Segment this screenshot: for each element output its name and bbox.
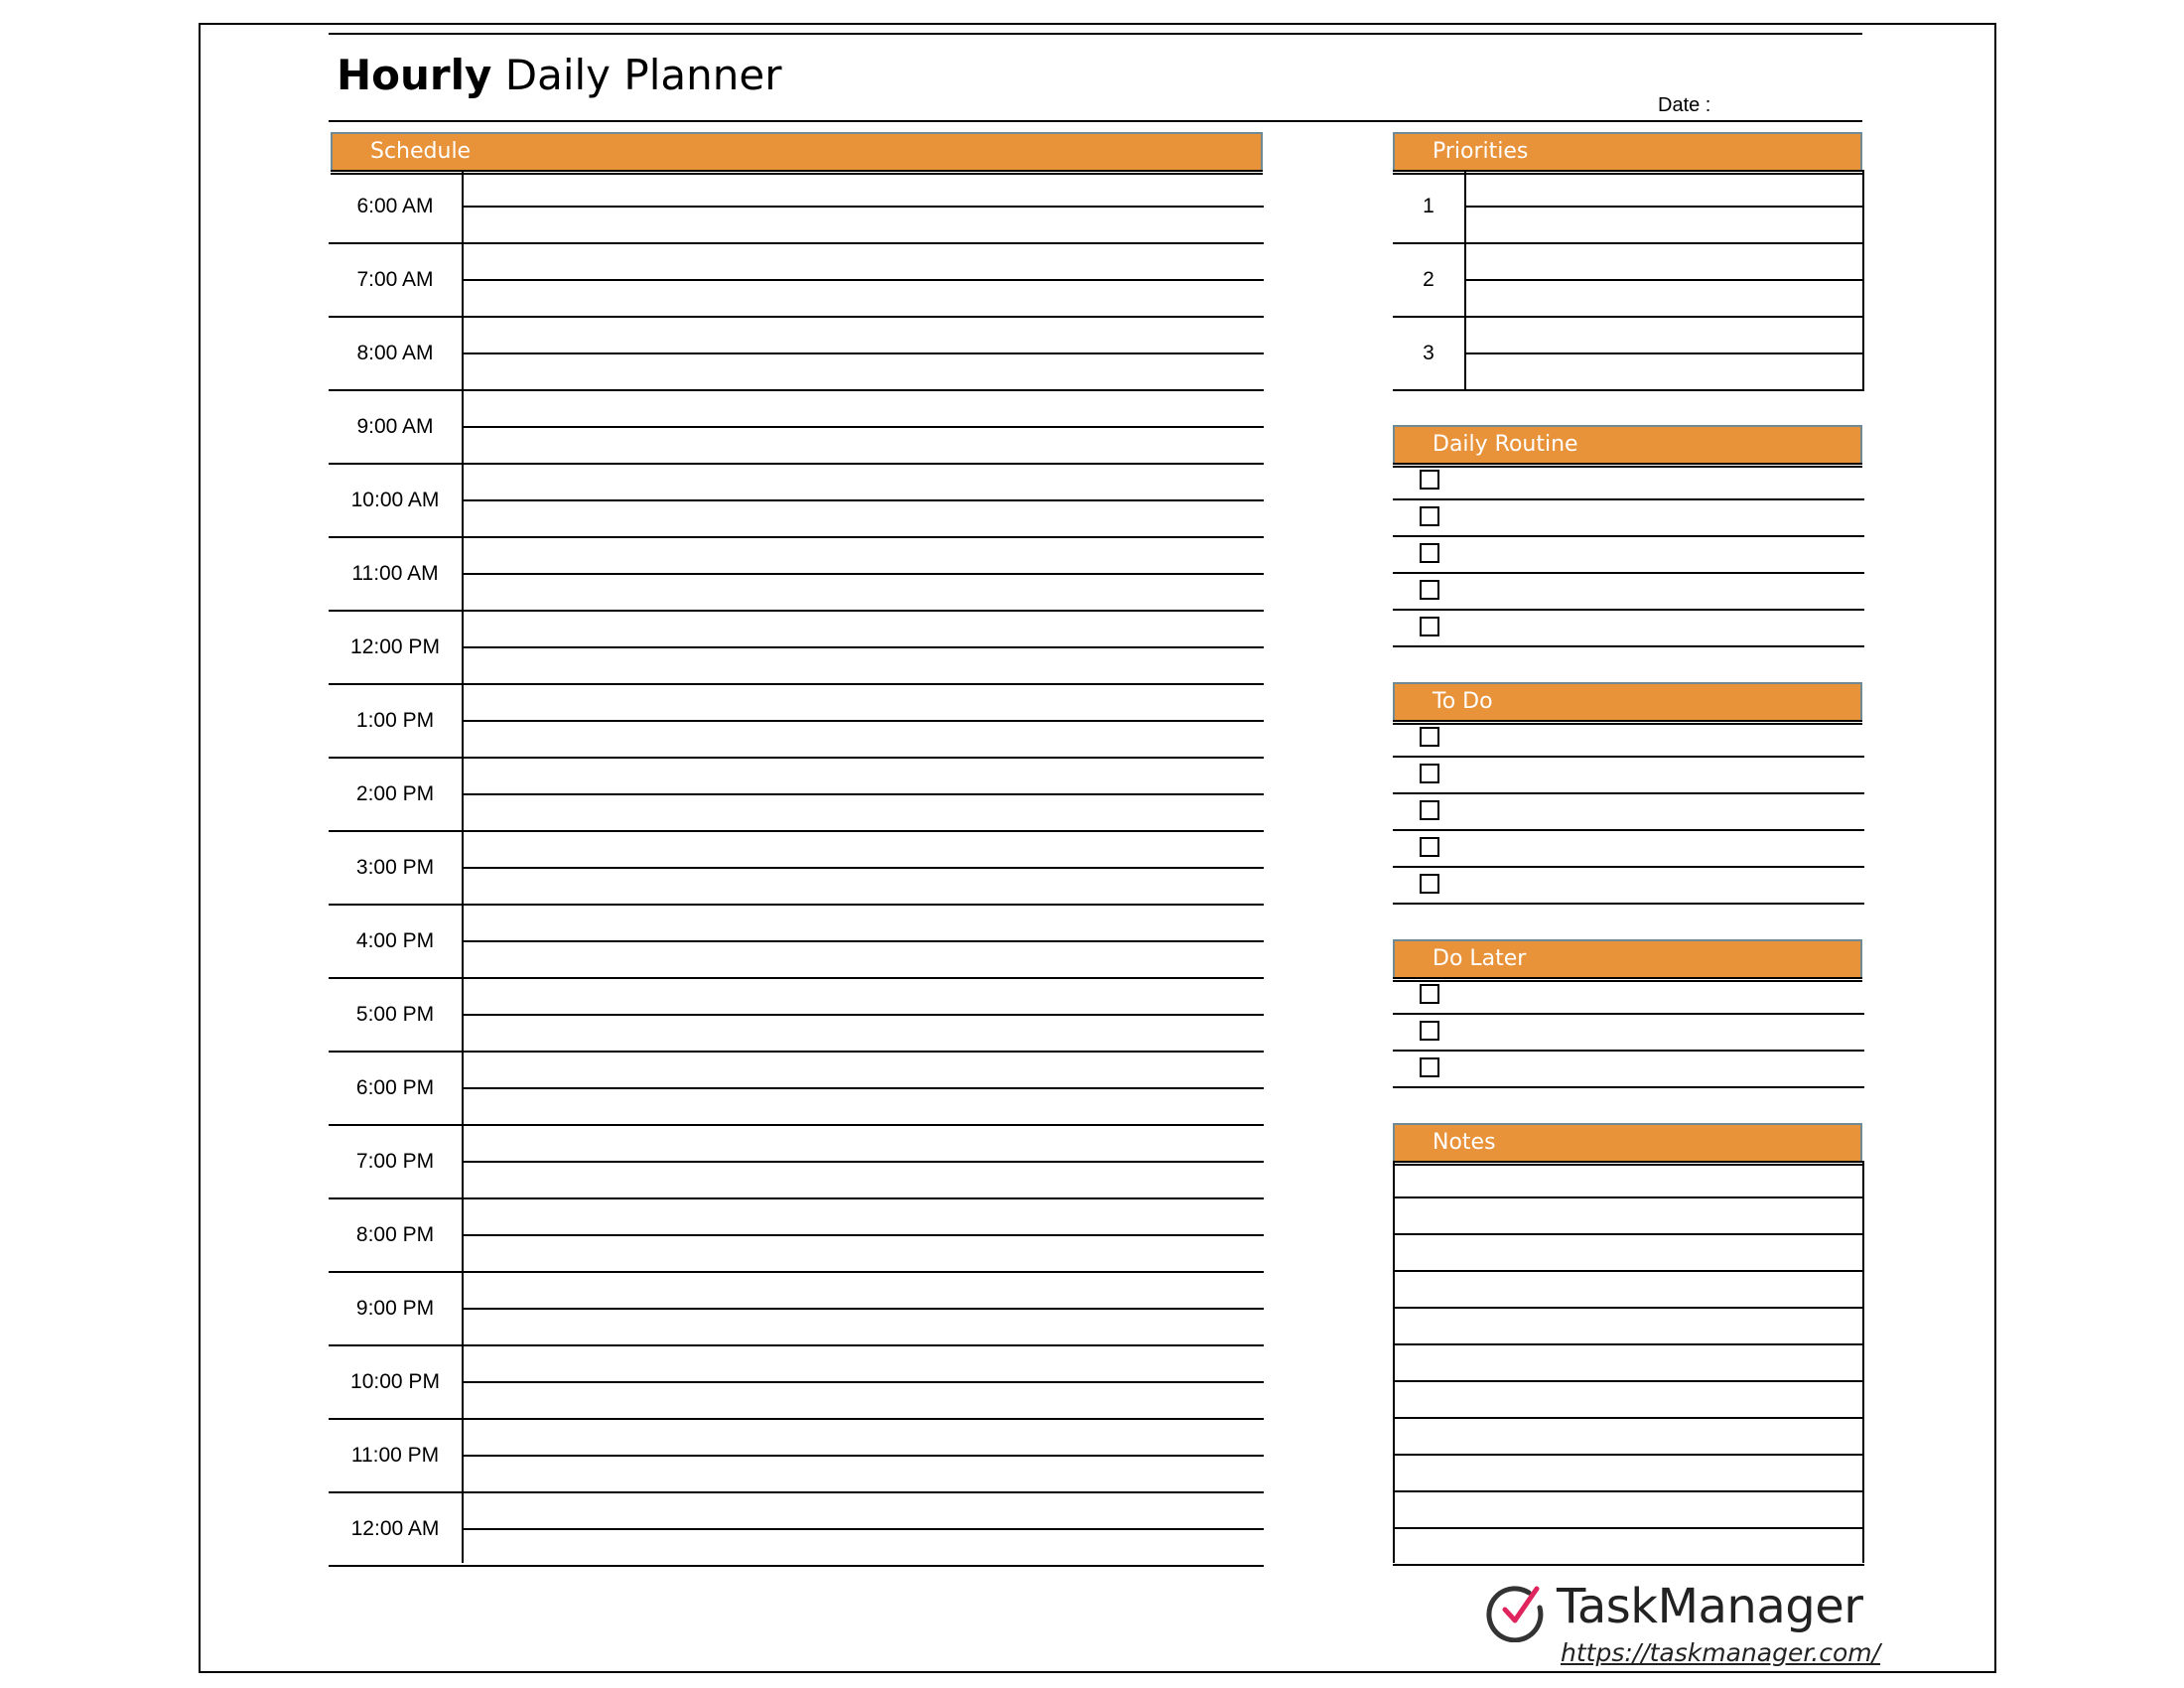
- schedule-row-line[interactable]: [329, 1565, 1264, 1567]
- priority-row-line[interactable]: [1393, 389, 1864, 391]
- priorities-header: [1393, 132, 1862, 170]
- page-title: [337, 46, 781, 105]
- schedule-row-line[interactable]: [329, 1271, 1264, 1273]
- notes-header: [1393, 1123, 1862, 1161]
- time-label: 7:00 PM: [355, 1150, 435, 1173]
- todo-header: [1393, 682, 1862, 720]
- daily-routine-line[interactable]: [1393, 498, 1864, 500]
- schedule-row-line[interactable]: [329, 316, 1264, 318]
- schedule-half-line[interactable]: [462, 1528, 1264, 1530]
- daily-routine-checkbox[interactable]: [1420, 506, 1439, 526]
- todo-line[interactable]: [1393, 756, 1864, 758]
- do-later-line[interactable]: [1393, 1050, 1864, 1052]
- schedule-title: Schedule: [370, 139, 472, 164]
- todo-checkbox[interactable]: [1420, 837, 1439, 857]
- schedule-half-line[interactable]: [462, 1308, 1264, 1310]
- do-later-line[interactable]: [1393, 1086, 1864, 1088]
- time-label: 8:00 AM: [356, 342, 434, 364]
- schedule-half-line[interactable]: [462, 206, 1264, 208]
- daily-routine-checkbox[interactable]: [1420, 617, 1439, 636]
- schedule-half-line[interactable]: [462, 1234, 1264, 1236]
- priority-number: 1: [1423, 195, 1434, 217]
- priority-half-line[interactable]: [1464, 352, 1864, 354]
- priorities-title: Priorities: [1433, 139, 1529, 164]
- schedule-row-line[interactable]: [329, 904, 1264, 906]
- priority-number: 3: [1423, 342, 1434, 364]
- schedule-half-line[interactable]: [462, 1087, 1264, 1089]
- schedule-half-line[interactable]: [462, 279, 1264, 281]
- todo-line[interactable]: [1393, 903, 1864, 905]
- schedule-half-line[interactable]: [462, 1014, 1264, 1016]
- daily-routine-line[interactable]: [1393, 645, 1864, 647]
- priority-number: 2: [1423, 268, 1434, 291]
- schedule-row-line[interactable]: [329, 1197, 1264, 1199]
- schedule-row-line[interactable]: [329, 610, 1264, 612]
- schedule-half-line[interactable]: [462, 1455, 1264, 1457]
- title-bold: Hourly: [337, 51, 492, 99]
- todo-line[interactable]: [1393, 866, 1864, 868]
- notes-line[interactable]: [1393, 1527, 1864, 1529]
- todo-line[interactable]: [1393, 792, 1864, 794]
- time-label: 11:00 PM: [350, 1444, 440, 1467]
- do-later-line[interactable]: [1393, 1013, 1864, 1015]
- time-label: 9:00 PM: [355, 1297, 435, 1320]
- priority-half-line[interactable]: [1464, 206, 1864, 208]
- todo-checkbox[interactable]: [1420, 764, 1439, 783]
- time-label: 3:00 PM: [355, 856, 435, 879]
- brand-url[interactable]: https://taskmanager.com/: [1561, 1638, 1881, 1667]
- daily-routine-checkbox[interactable]: [1420, 580, 1439, 600]
- todo-checkbox[interactable]: [1420, 874, 1439, 894]
- daily-routine-title: Daily Routine: [1433, 432, 1578, 457]
- do-later-title: Do Later: [1433, 946, 1527, 971]
- schedule-row-line[interactable]: [329, 1344, 1264, 1346]
- schedule-half-line[interactable]: [462, 793, 1264, 795]
- schedule-half-line[interactable]: [462, 1381, 1264, 1383]
- time-label: 10:00 AM: [350, 489, 440, 511]
- schedule-row-line[interactable]: [329, 757, 1264, 759]
- daily-routine-checkbox[interactable]: [1420, 543, 1439, 563]
- daily-routine-checkbox[interactable]: [1420, 470, 1439, 490]
- time-label: 6:00 PM: [355, 1076, 435, 1099]
- notes-line[interactable]: [1393, 1380, 1864, 1382]
- schedule-row-line[interactable]: [329, 977, 1264, 979]
- notes-line[interactable]: [1393, 1343, 1864, 1345]
- todo-checkbox[interactable]: [1420, 800, 1439, 820]
- time-label: 12:00 PM: [350, 635, 440, 658]
- schedule-half-line[interactable]: [462, 940, 1264, 942]
- header-rule: [329, 120, 1862, 122]
- notes-line[interactable]: [1393, 1564, 1864, 1566]
- page-frame: [199, 23, 1996, 1673]
- do-later-checkbox[interactable]: [1420, 1057, 1439, 1077]
- schedule-row-line[interactable]: [329, 536, 1264, 538]
- priority-row-line[interactable]: [1393, 242, 1864, 244]
- do-later-checkbox[interactable]: [1420, 984, 1439, 1004]
- schedule-row-line[interactable]: [329, 683, 1264, 685]
- do-later-checkbox[interactable]: [1420, 1021, 1439, 1041]
- schedule-row-line[interactable]: [329, 389, 1264, 391]
- schedule-half-line[interactable]: [462, 352, 1264, 354]
- priority-row-line[interactable]: [1393, 316, 1864, 318]
- date-label: Date :: [1658, 94, 1711, 116]
- time-label: 5:00 PM: [355, 1003, 435, 1026]
- notes-line[interactable]: [1393, 1196, 1864, 1198]
- daily-routine-header: [1393, 425, 1862, 463]
- todo-line[interactable]: [1393, 829, 1864, 831]
- schedule-row-line[interactable]: [329, 1491, 1264, 1493]
- notes-line[interactable]: [1393, 1454, 1864, 1456]
- checkmark-circle-icon: [1485, 1581, 1547, 1642]
- schedule-half-line[interactable]: [462, 646, 1264, 648]
- schedule-row-line[interactable]: [329, 463, 1264, 465]
- do-later-header: [1393, 939, 1862, 977]
- notes-line[interactable]: [1393, 1233, 1864, 1235]
- time-label: 4:00 PM: [355, 929, 435, 952]
- time-label: 7:00 AM: [356, 268, 434, 291]
- schedule-half-line[interactable]: [462, 499, 1264, 501]
- daily-routine-line[interactable]: [1393, 572, 1864, 574]
- notes-line[interactable]: [1393, 1490, 1864, 1492]
- daily-routine-line[interactable]: [1393, 609, 1864, 611]
- brand-name: TaskManager: [1557, 1579, 1863, 1634]
- time-label: 1:00 PM: [355, 709, 435, 732]
- schedule-header: [331, 132, 1263, 170]
- todo-checkbox[interactable]: [1420, 727, 1439, 747]
- time-label: 6:00 AM: [356, 195, 434, 217]
- time-label: 11:00 AM: [351, 562, 439, 585]
- schedule-row-line[interactable]: [329, 830, 1264, 832]
- time-label: 9:00 AM: [356, 415, 434, 438]
- schedule-row-line[interactable]: [329, 1124, 1264, 1126]
- schedule-half-line[interactable]: [462, 867, 1264, 869]
- notes-title: Notes: [1433, 1130, 1496, 1155]
- schedule-row-line[interactable]: [329, 1418, 1264, 1420]
- schedule-row-line[interactable]: [329, 242, 1264, 244]
- schedule-row-line[interactable]: [329, 1051, 1264, 1053]
- priority-half-line[interactable]: [1464, 279, 1864, 281]
- time-label: 2:00 PM: [355, 782, 435, 805]
- title-rest: Daily Planner: [504, 51, 782, 99]
- notes-line[interactable]: [1393, 1307, 1864, 1309]
- todo-title: To Do: [1433, 689, 1493, 714]
- time-label: 12:00 AM: [350, 1517, 440, 1540]
- notes-right-edge: [1862, 1161, 1864, 1563]
- schedule-half-line[interactable]: [462, 720, 1264, 722]
- schedule-half-line[interactable]: [462, 1161, 1264, 1163]
- notes-left-edge: [1393, 1161, 1395, 1563]
- time-label: 8:00 PM: [355, 1223, 435, 1246]
- schedule-half-line[interactable]: [462, 573, 1264, 575]
- notes-line[interactable]: [1393, 1417, 1864, 1419]
- schedule-half-line[interactable]: [462, 426, 1264, 428]
- daily-routine-line[interactable]: [1393, 535, 1864, 537]
- notes-line[interactable]: [1393, 1270, 1864, 1272]
- top-rule: [329, 33, 1862, 35]
- time-label: 10:00 PM: [350, 1370, 440, 1393]
